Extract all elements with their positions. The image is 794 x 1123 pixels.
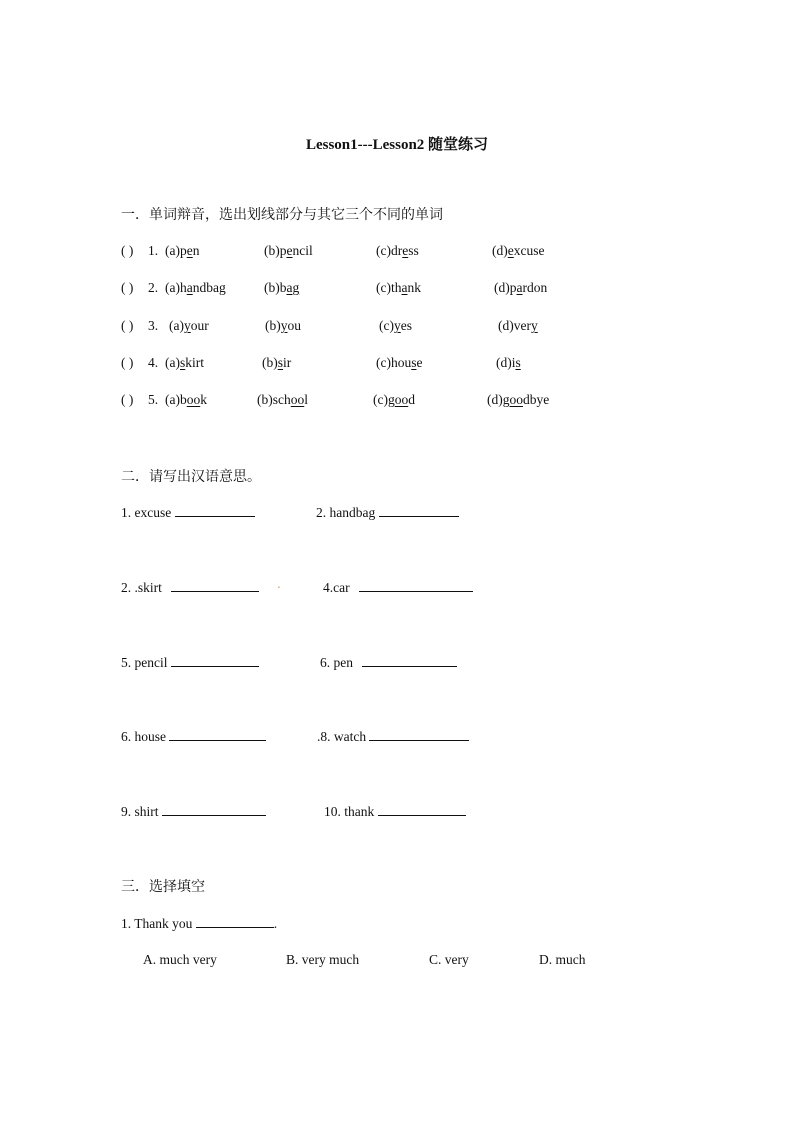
choice-d [487, 392, 549, 408]
choice-suffix: our [190, 318, 209, 333]
choice-c [376, 355, 423, 371]
answer-blank[interactable] [171, 654, 259, 667]
choice-prefix: (b)p [264, 243, 287, 258]
choice-b [264, 243, 313, 259]
choice-b [257, 392, 308, 408]
choice-suffix: n [192, 243, 200, 258]
choice-prefix: (c)th [376, 280, 402, 295]
choice-suffix: ndbag [192, 280, 226, 295]
choice-a [165, 392, 207, 408]
answer-blank[interactable] [362, 654, 457, 667]
section-3-heading: 三．选择填空 [121, 879, 205, 895]
choice-c [379, 318, 412, 334]
choice-c [373, 392, 415, 408]
choice-suffix: ir [283, 355, 292, 370]
answer-paren[interactable]: ( ) [121, 392, 134, 407]
mc-option-c[interactable]: C. very [429, 952, 469, 967]
choice-suffix: ss [408, 243, 419, 258]
answer-paren[interactable]: ( ) [121, 243, 134, 258]
choice-suffix: nk [407, 280, 421, 295]
vocab-item [317, 728, 469, 745]
mc-option-b[interactable]: B. very much [286, 952, 360, 967]
choice-prefix: (c)dr [376, 243, 403, 258]
choice-suffix: e [416, 355, 423, 370]
choice-b [265, 318, 301, 334]
stray-mark: · [276, 580, 282, 595]
underlined-letters: oo [186, 392, 201, 407]
underlined-letters: y [280, 318, 288, 333]
choice-prefix: (c)g [373, 392, 395, 407]
choice-suffix: dbye [523, 392, 550, 407]
underlined-letters: ag [286, 280, 300, 295]
choice-d [494, 280, 547, 296]
choice-prefix: (a)b [165, 392, 187, 407]
item-number: 1. [148, 243, 159, 258]
vocab-word: 2. .skirt [121, 580, 162, 595]
choice-prefix: (d)p [494, 280, 517, 295]
choice-prefix: (c) [379, 318, 394, 333]
answer-paren[interactable]: ( ) [121, 355, 134, 370]
choice-prefix: (d)i [496, 355, 516, 370]
vocab-word: 9. shirt [121, 804, 159, 819]
answer-blank[interactable] [379, 504, 459, 517]
mc-option-d[interactable]: D. much [539, 952, 586, 967]
underlined-letters: s [411, 355, 417, 370]
item-number: 2. [148, 280, 159, 295]
choice-b [262, 355, 291, 371]
vocab-item [121, 803, 266, 820]
underlined-letters: oo [394, 392, 409, 407]
choice-suffix: xcuse [513, 243, 545, 258]
choice-a [169, 318, 209, 334]
vocab-item [323, 579, 473, 596]
answer-paren[interactable]: ( ) [121, 280, 134, 295]
vocab-item [316, 504, 459, 521]
choice-suffix: ou [287, 318, 301, 333]
vocab-item [320, 654, 457, 671]
item-number: 4. [148, 355, 159, 370]
choice-suffix: l [304, 392, 309, 407]
choice-suffix: k [200, 392, 207, 407]
vocab-word: 6. house [121, 729, 166, 744]
answer-blank[interactable] [175, 504, 255, 517]
underlined-letters: s [179, 355, 186, 370]
answer-blank[interactable] [171, 579, 259, 592]
choice-prefix: (d) [492, 243, 508, 258]
mc-option-a[interactable]: A. much very [143, 952, 217, 967]
choice-prefix: (c)hou [376, 355, 412, 370]
choice-d [498, 318, 538, 334]
answer-blank[interactable] [162, 803, 266, 816]
choice-prefix: (b)sch [257, 392, 291, 407]
answer-blank[interactable] [369, 728, 469, 741]
underlined-letters: y [393, 318, 401, 333]
answer-paren[interactable]: ( ) [121, 318, 134, 333]
choice-prefix: (a)p [165, 243, 187, 258]
choice-prefix: (a) [169, 318, 184, 333]
underlined-letters: a [186, 280, 193, 295]
question-period: . [273, 916, 278, 931]
underlined-letters: e [402, 243, 409, 258]
choice-prefix: (b)b [264, 280, 287, 295]
vocab-item [121, 728, 266, 745]
vocab-item [121, 504, 255, 521]
choice-prefix: (d)g [487, 392, 510, 407]
vocab-word: 2. handbag [316, 505, 376, 520]
underlined-letters: y [530, 318, 538, 333]
underlined-letters: e [507, 243, 514, 258]
choice-d [492, 243, 545, 259]
vocab-word: 6. pen [320, 655, 353, 670]
underlined-letters: y [183, 318, 191, 333]
vocab-word: .8. watch [317, 729, 367, 744]
choice-suffix: rdon [522, 280, 548, 295]
choice-suffix: kirt [185, 355, 204, 370]
vocab-word: 1. excuse [121, 505, 172, 520]
page-title: Lesson1---Lesson2 随堂练习 [305, 137, 489, 153]
vocab-item [121, 579, 281, 596]
choice-suffix: d [408, 392, 415, 407]
underlined-letters: a [516, 280, 523, 295]
choice-a [165, 243, 199, 259]
answer-blank[interactable] [359, 579, 473, 592]
choice-prefix: (b) [265, 318, 281, 333]
item-number: 5. [148, 392, 159, 407]
choice-suffix: es [400, 318, 412, 333]
vocab-word: 5. pencil [121, 655, 168, 670]
choice-suffix: ncil [292, 243, 313, 258]
choice-a [165, 280, 226, 296]
section-2-heading: 二．请写出汉语意思。 [121, 469, 261, 485]
underlined-letters: e [186, 243, 193, 258]
answer-blank[interactable] [169, 728, 266, 741]
underlined-letters: oo [509, 392, 523, 407]
vocab-item [121, 654, 259, 671]
item-number: 3. [148, 318, 159, 333]
question-text: 1. Thank you [121, 916, 193, 931]
vocab-item [324, 803, 466, 820]
section-1-heading: 一．单词辩音，选出划线部分与其它三个不同的单词 [121, 207, 443, 223]
choice-b [264, 280, 299, 296]
choice-c [376, 280, 421, 296]
vocab-word: 10. thank [324, 804, 375, 819]
choice-a [165, 355, 204, 371]
underlined-letters: a [401, 280, 408, 295]
underlined-letters: s [515, 355, 521, 370]
choice-prefix: (b) [262, 355, 278, 370]
underlined-letters: oo [290, 392, 305, 407]
underlined-letters: s [277, 355, 284, 370]
answer-blank[interactable] [196, 915, 274, 928]
choice-prefix: (a)h [165, 280, 187, 295]
choice-prefix: (a) [165, 355, 180, 370]
choice-c [376, 243, 419, 259]
choice-prefix: (d)ver [498, 318, 531, 333]
choice-d [496, 355, 521, 371]
vocab-word: 4.car [323, 580, 350, 595]
mc-question [121, 915, 277, 932]
answer-blank[interactable] [378, 803, 466, 816]
underlined-letters: e [286, 243, 293, 258]
